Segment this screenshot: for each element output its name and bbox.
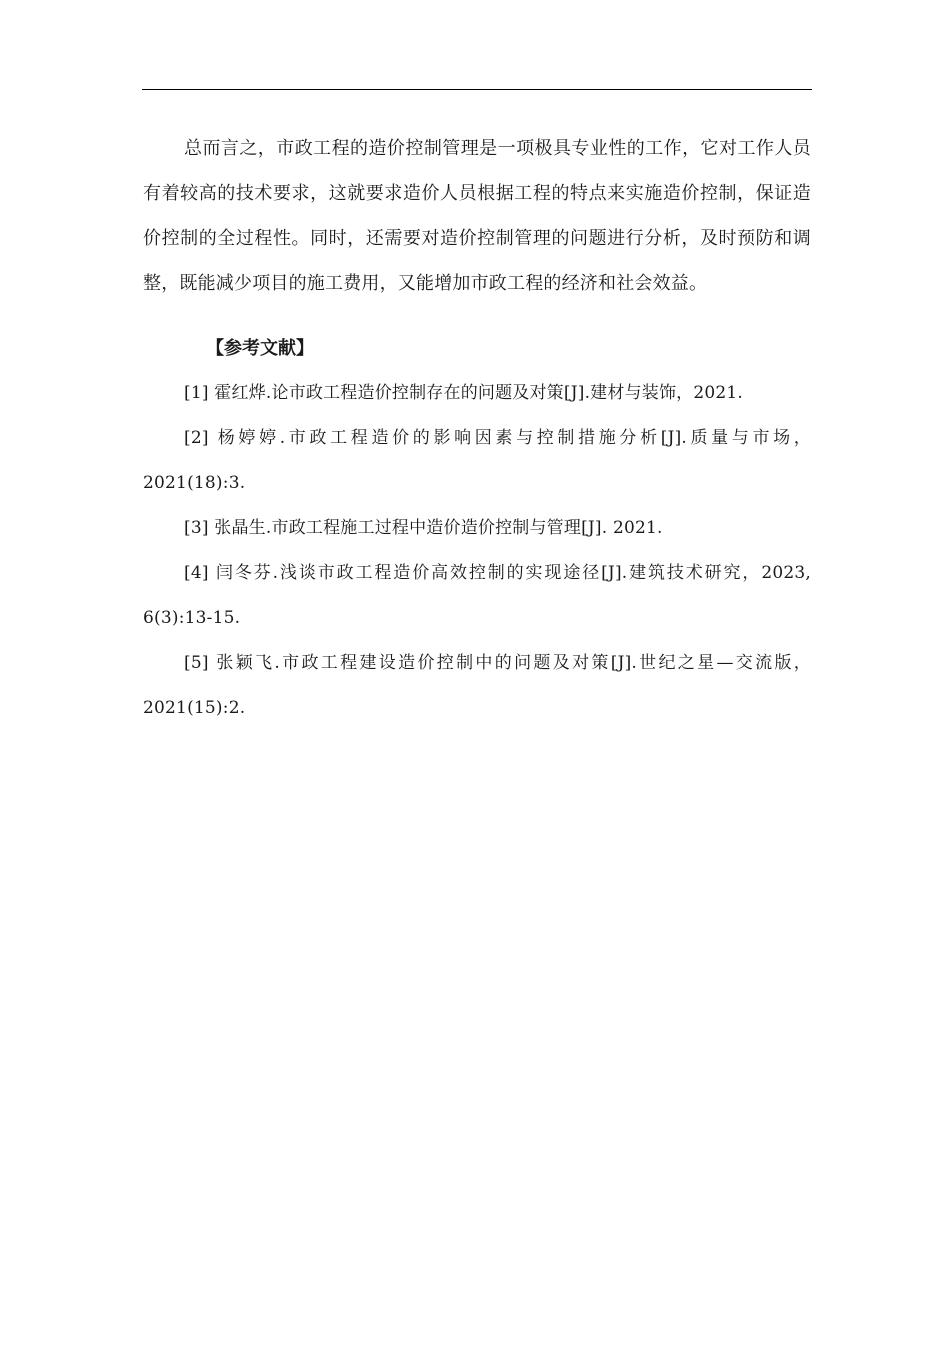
references-heading: 【参考文献】 xyxy=(206,338,314,359)
reference-item: [3] 张晶生.市政工程施工过程中造价造价控制与管理[J]. 2021. xyxy=(184,518,663,538)
conclusion-paragraph: 总而言之，市政工程的造价控制管理是一项极具专业性的工作，它对工作人员有着较高的技术要求，这就要求造价人员根据工程的特点来实施造价控制，保证造价控制的全过程性。同时，还需要对造价控制管理的问题进行分析，及时预防和调整，既能减少项目的施工费用，又能增加市政工程的经济和社会效益。 xyxy=(143,138,811,294)
references-list xyxy=(143,371,811,731)
reference-item: [5] 张颖飞.市政工程建设造价控制中的问题及对策[J].世纪之星—交流版，2021(15):2. xyxy=(143,653,811,718)
reference-item: [2] 杨婷婷.市政工程造价的影响因素与控制措施分析[J].质量与市场，2021(18):3. xyxy=(143,428,811,493)
reference-item: [4] 闫冬芬.浅谈市政工程造价高效控制的实现途径[J].建筑技术研究，2023, 6(3):13-15. xyxy=(143,563,811,628)
reference-item: [1] 霍红烨.论市政工程造价控制存在的问题及对策[J].建材与装饰，2021. xyxy=(184,383,744,403)
document-body xyxy=(143,126,811,731)
header-rule xyxy=(142,89,812,90)
